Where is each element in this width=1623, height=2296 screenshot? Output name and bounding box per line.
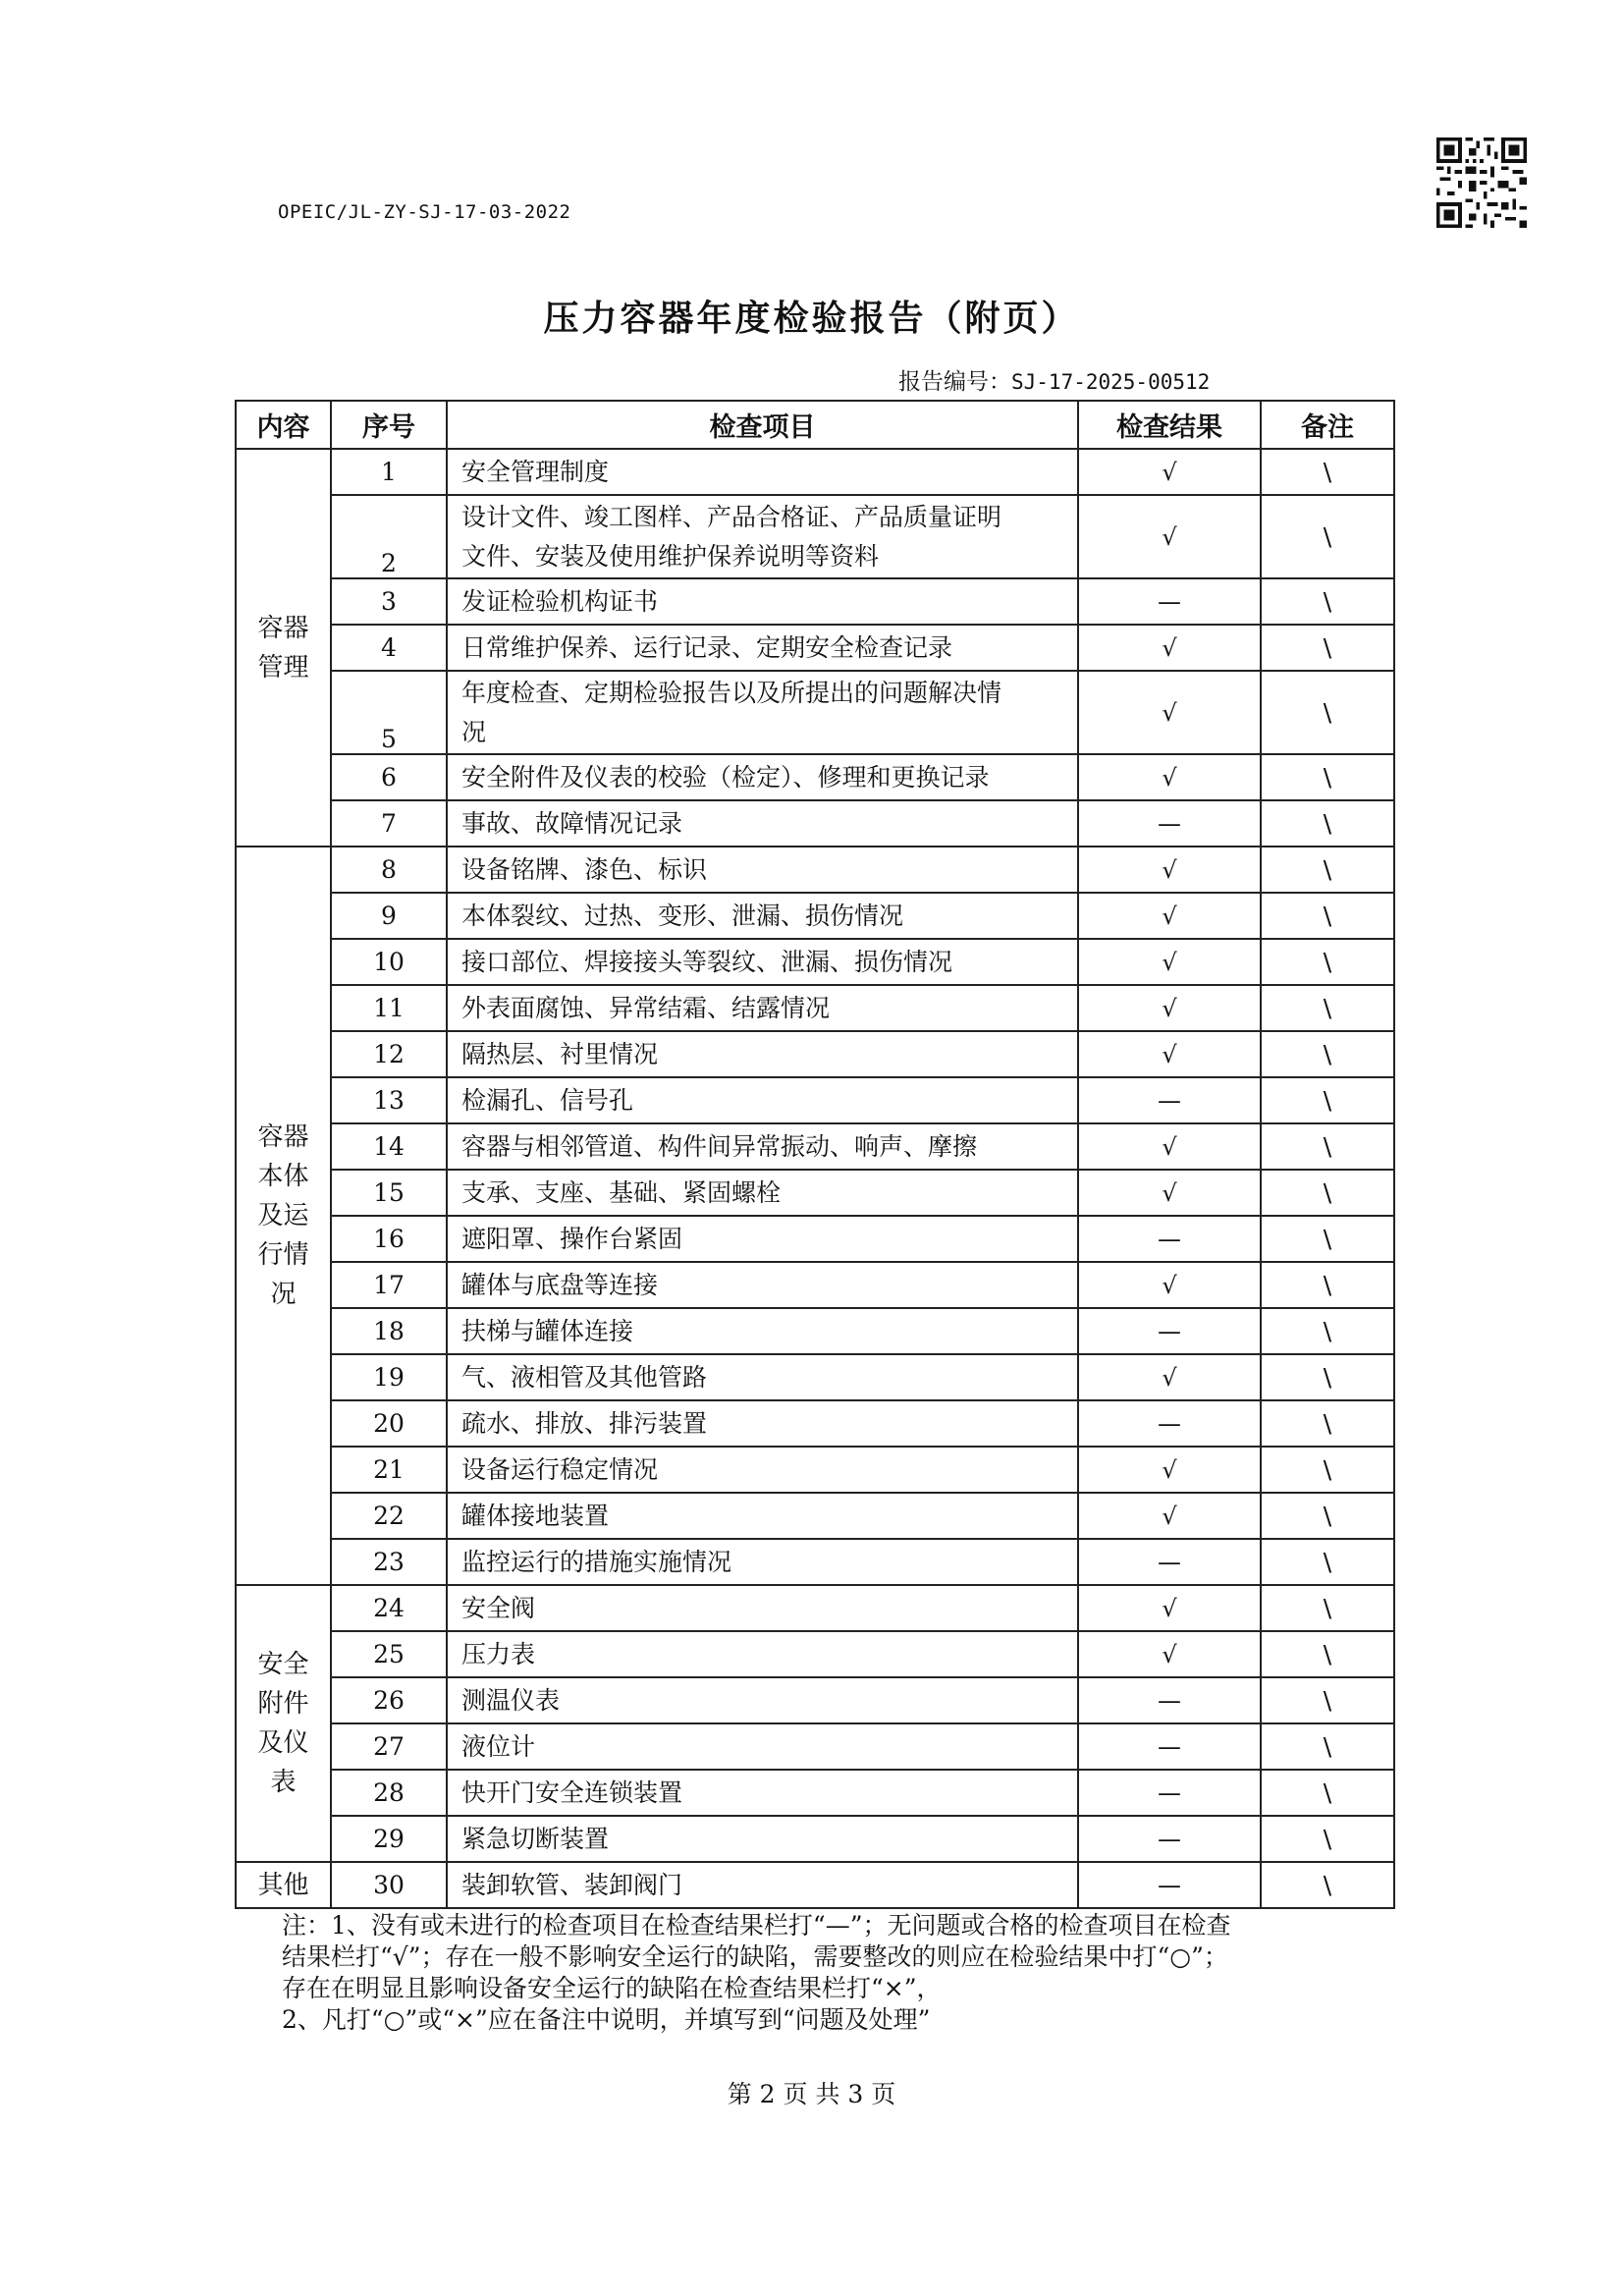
table-row	[236, 1170, 1394, 1216]
row-remark: \	[1261, 1170, 1394, 1216]
row-seq: 14	[331, 1123, 447, 1170]
row-item: 罐体接地装置	[447, 1493, 1078, 1539]
row-remark: \	[1261, 1539, 1394, 1585]
row-item: 罐体与底盘等连接	[447, 1262, 1078, 1308]
row-seq: 9	[331, 893, 447, 939]
row-item: 紧急切断装置	[447, 1816, 1078, 1862]
table-row	[236, 495, 1394, 578]
header-remark: 备注	[1261, 401, 1394, 449]
row-remark: \	[1261, 1493, 1394, 1539]
row-seq: 1	[331, 449, 447, 495]
row-result: —	[1078, 800, 1261, 847]
table-row	[236, 578, 1394, 625]
row-seq: 16	[331, 1216, 447, 1262]
row-remark: \	[1261, 800, 1394, 847]
row-item: 扶梯与罐体连接	[447, 1308, 1078, 1354]
row-remark: \	[1261, 985, 1394, 1031]
table-row	[236, 1723, 1394, 1770]
row-seq: 20	[331, 1400, 447, 1447]
row-item: 检漏孔、信号孔	[447, 1077, 1078, 1123]
row-seq: 19	[331, 1354, 447, 1400]
row-item: 事故、故障情况记录	[447, 800, 1078, 847]
table-row	[236, 1862, 1394, 1908]
row-seq: 26	[331, 1677, 447, 1723]
note-line: 2、凡打“○”或“×”应在备注中说明，并填写到“问题及处理”	[282, 2005, 931, 2034]
row-result: √	[1078, 1123, 1261, 1170]
row-item: 液位计	[447, 1723, 1078, 1770]
row-result: √	[1078, 1262, 1261, 1308]
row-result: —	[1078, 1308, 1261, 1354]
row-seq: 27	[331, 1723, 447, 1770]
category-vessel-body-operation: 容器 本体 及运 行情 况	[236, 847, 331, 1585]
row-item: 发证检验机构证书	[447, 578, 1078, 625]
note-line: 结果栏打“√”；存在一般不影响安全运行的缺陷，需要整改的则应在检验结果中打“○”；	[282, 1942, 1228, 1971]
row-result: —	[1078, 1862, 1261, 1908]
table-row	[236, 1400, 1394, 1447]
row-result: —	[1078, 1539, 1261, 1585]
row-seq: 28	[331, 1770, 447, 1816]
row-seq: 6	[331, 754, 447, 800]
row-item: 设备铭牌、漆色、标识	[447, 847, 1078, 893]
row-item: 安全管理制度	[447, 449, 1078, 495]
category-other: 其他	[236, 1862, 331, 1908]
row-remark: \	[1261, 1077, 1394, 1123]
row-remark: \	[1261, 1262, 1394, 1308]
row-seq: 17	[331, 1262, 447, 1308]
table-row	[236, 893, 1394, 939]
row-remark: \	[1261, 1677, 1394, 1723]
row-seq: 23	[331, 1539, 447, 1585]
table-row	[236, 1354, 1394, 1400]
row-remark: \	[1261, 1354, 1394, 1400]
row-remark: \	[1261, 1400, 1394, 1447]
row-remark: \	[1261, 495, 1394, 578]
row-remark: \	[1261, 578, 1394, 625]
row-item: 本体裂纹、过热、变形、泄漏、损伤情况	[447, 893, 1078, 939]
table-row	[236, 1585, 1394, 1631]
row-item: 安全附件及仪表的校验（检定）、修理和更换记录	[447, 754, 1078, 800]
header-content: 内容	[236, 401, 331, 449]
row-item: 装卸软管、装卸阀门	[447, 1862, 1078, 1908]
row-item: 接口部位、焊接接头等裂纹、泄漏、损伤情况	[447, 939, 1078, 985]
row-remark: \	[1261, 449, 1394, 495]
row-seq: 30	[331, 1862, 447, 1908]
row-seq: 5	[331, 671, 447, 754]
table-row	[236, 1677, 1394, 1723]
category-vessel-management: 容器 管理	[236, 449, 331, 847]
row-result: √	[1078, 1031, 1261, 1077]
row-remark: \	[1261, 847, 1394, 893]
table-row	[236, 449, 1394, 495]
table-row	[236, 1308, 1394, 1354]
row-item: 快开门安全连锁装置	[447, 1770, 1078, 1816]
report-number	[898, 363, 1210, 396]
row-item: 容器与相邻管道、构件间异常振动、响声、摩擦	[447, 1123, 1078, 1170]
row-remark: \	[1261, 1816, 1394, 1862]
row-remark: \	[1261, 1447, 1394, 1493]
row-result: √	[1078, 939, 1261, 985]
notes	[282, 1910, 1372, 2036]
row-result: √	[1078, 985, 1261, 1031]
row-result: —	[1078, 1770, 1261, 1816]
row-remark: \	[1261, 625, 1394, 671]
table-row	[236, 1216, 1394, 1262]
table-header-row	[236, 401, 1394, 449]
row-seq: 7	[331, 800, 447, 847]
row-seq: 2	[331, 495, 447, 578]
row-item: 年度检查、定期检验报告以及所提出的问题解决情 况	[447, 671, 1078, 754]
row-remark: \	[1261, 1631, 1394, 1677]
row-result: —	[1078, 1400, 1261, 1447]
row-item: 遮阳罩、操作台紧固	[447, 1216, 1078, 1262]
table-row	[236, 1816, 1394, 1862]
table-row	[236, 1539, 1394, 1585]
row-remark: \	[1261, 1862, 1394, 1908]
row-remark: \	[1261, 1723, 1394, 1770]
table-row	[236, 625, 1394, 671]
row-remark: \	[1261, 1216, 1394, 1262]
row-seq: 13	[331, 1077, 447, 1123]
row-item: 监控运行的措施实施情况	[447, 1539, 1078, 1585]
row-seq: 3	[331, 578, 447, 625]
header-result: 检查结果	[1078, 401, 1261, 449]
category-safety-accessories: 安全 附件 及仪 表	[236, 1585, 331, 1862]
row-remark: \	[1261, 671, 1394, 754]
report-number-value: SJ-17-2025-00512	[1011, 370, 1211, 394]
table-row	[236, 1262, 1394, 1308]
row-seq: 4	[331, 625, 447, 671]
row-seq: 24	[331, 1585, 447, 1631]
note-line: 注：1、没有或未进行的检查项目在检查结果栏打“—”；无问题或合格的检查项目在检查	[282, 1911, 1231, 1940]
row-result: √	[1078, 495, 1261, 578]
row-result: √	[1078, 449, 1261, 495]
row-result: —	[1078, 1216, 1261, 1262]
table-row	[236, 1123, 1394, 1170]
row-remark: \	[1261, 893, 1394, 939]
row-item: 设备运行稳定情况	[447, 1447, 1078, 1493]
row-result: √	[1078, 1170, 1261, 1216]
row-remark: \	[1261, 939, 1394, 985]
row-remark: \	[1261, 1031, 1394, 1077]
row-remark: \	[1261, 1585, 1394, 1631]
row-seq: 25	[331, 1631, 447, 1677]
row-item: 外表面腐蚀、异常结霜、结露情况	[447, 985, 1078, 1031]
row-item: 气、液相管及其他管路	[447, 1354, 1078, 1400]
table-row	[236, 847, 1394, 893]
row-remark: \	[1261, 1770, 1394, 1816]
table-row	[236, 1493, 1394, 1539]
table-row	[236, 939, 1394, 985]
header-seq: 序号	[331, 401, 447, 449]
row-item: 日常维护保养、运行记录、定期安全检查记录	[447, 625, 1078, 671]
row-result: —	[1078, 1077, 1261, 1123]
page-number: 第 2 页 共 3 页	[727, 2080, 896, 2108]
report-number-label: 报告编号：	[898, 369, 1011, 395]
row-result: —	[1078, 1816, 1261, 1862]
table-row	[236, 1631, 1394, 1677]
row-item: 压力表	[447, 1631, 1078, 1677]
row-item: 支承、支座、基础、紧固螺栓	[447, 1170, 1078, 1216]
row-seq: 12	[331, 1031, 447, 1077]
row-seq: 15	[331, 1170, 447, 1216]
row-seq: 22	[331, 1493, 447, 1539]
qr-code-icon	[1436, 137, 1527, 228]
row-remark: \	[1261, 1123, 1394, 1170]
table-row	[236, 800, 1394, 847]
row-result: √	[1078, 1354, 1261, 1400]
row-item: 隔热层、衬里情况	[447, 1031, 1078, 1077]
table-row	[236, 1031, 1394, 1077]
table-row	[236, 1077, 1394, 1123]
row-result: √	[1078, 754, 1261, 800]
row-result: √	[1078, 1493, 1261, 1539]
row-remark: \	[1261, 754, 1394, 800]
row-result: √	[1078, 847, 1261, 893]
row-seq: 21	[331, 1447, 447, 1493]
row-item: 安全阀	[447, 1585, 1078, 1631]
header-item: 检查项目	[447, 401, 1078, 449]
row-item: 疏水、排放、排污装置	[447, 1400, 1078, 1447]
table-row	[236, 671, 1394, 754]
table-row	[236, 754, 1394, 800]
row-result: √	[1078, 625, 1261, 671]
row-seq: 11	[331, 985, 447, 1031]
row-result: —	[1078, 1723, 1261, 1770]
row-result: √	[1078, 1447, 1261, 1493]
row-seq: 10	[331, 939, 447, 985]
table-row	[236, 1447, 1394, 1493]
row-result: —	[1078, 578, 1261, 625]
note-line: 存在在明显且影响设备安全运行的缺陷在检查结果栏打“×”，	[282, 1974, 942, 2002]
row-result: —	[1078, 1677, 1261, 1723]
table-row	[236, 985, 1394, 1031]
row-item: 测温仪表	[447, 1677, 1078, 1723]
row-result: √	[1078, 1585, 1261, 1631]
row-result: √	[1078, 1631, 1261, 1677]
row-seq: 29	[331, 1816, 447, 1862]
document-code: OPEIC/JL-ZY-SJ-17-03-2022	[278, 201, 571, 223]
row-item: 设计文件、竣工图样、产品合格证、产品质量证明 文件、安装及使用维护保养说明等资料	[447, 495, 1078, 578]
row-result: √	[1078, 671, 1261, 754]
inspection-table	[235, 400, 1395, 1909]
row-result: √	[1078, 893, 1261, 939]
page-title: 压力容器年度检验报告（附页）	[543, 299, 1080, 339]
row-seq: 18	[331, 1308, 447, 1354]
row-remark: \	[1261, 1308, 1394, 1354]
table-row	[236, 1770, 1394, 1816]
row-seq: 8	[331, 847, 447, 893]
